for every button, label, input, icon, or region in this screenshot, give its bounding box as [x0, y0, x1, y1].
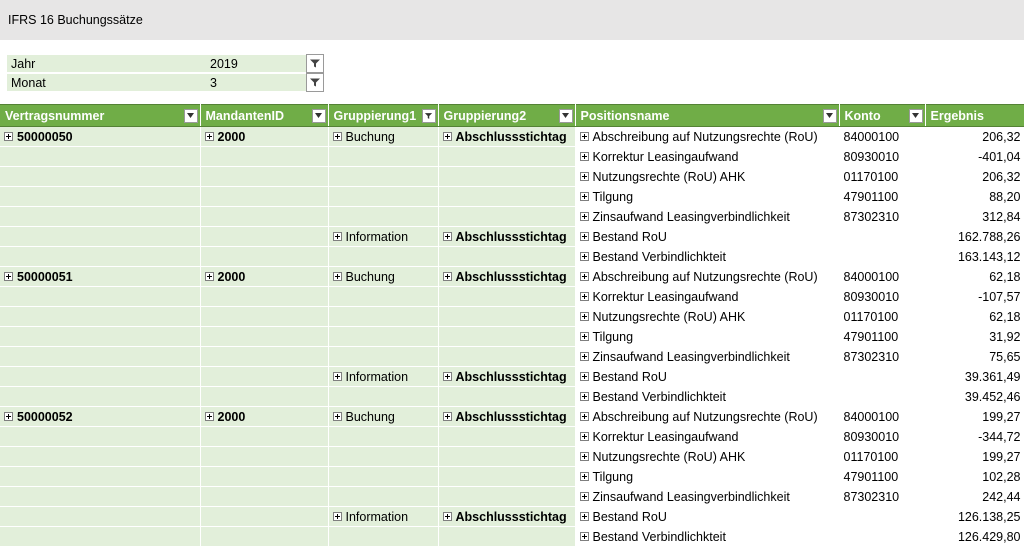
cell-gruppierung2	[438, 267, 575, 287]
cell-vertragsnummer	[0, 147, 200, 167]
cell-mandantenid	[200, 307, 328, 327]
cell-vertragsnummer	[0, 467, 200, 487]
expand-collapse-icon[interactable]	[580, 512, 589, 521]
cell-mandantenid	[200, 347, 328, 367]
cell-gruppierung1	[328, 307, 438, 327]
cell-positionsname-label: Korrektur Leasingaufwand	[592, 289, 739, 304]
expand-collapse-icon[interactable]	[443, 272, 452, 281]
cell-gruppierung1	[328, 527, 438, 547]
cell-gruppierung2-label: Abschlussstichtag	[455, 129, 567, 144]
table-row	[0, 427, 1024, 447]
cell-gruppierung2-label: Abschlussstichtag	[455, 509, 567, 524]
column-filter-gruppierung1[interactable]	[422, 109, 436, 123]
cell-positionsname	[575, 327, 839, 347]
expand-collapse-icon[interactable]	[580, 172, 589, 181]
expand-collapse-icon[interactable]	[443, 132, 452, 141]
cell-gruppierung2	[438, 487, 575, 507]
cell-gruppierung2	[438, 327, 575, 347]
cell-gruppierung2	[438, 287, 575, 307]
cell-positionsname	[575, 147, 839, 167]
filter-icon	[309, 58, 321, 69]
cell-positionsname	[575, 527, 839, 547]
cell-konto	[839, 247, 925, 267]
cell-gruppierung1	[328, 147, 438, 167]
cell-ergebnis: 199,27	[925, 407, 1024, 427]
expand-collapse-icon[interactable]	[443, 372, 452, 381]
cell-vertragsnummer	[0, 327, 200, 347]
cell-vertragsnummer	[0, 207, 200, 227]
expand-collapse-icon[interactable]	[580, 192, 589, 201]
cell-positionsname-label: Abschreibung auf Nutzungsrechte (RoU)	[592, 409, 818, 424]
cell-mandantenid	[200, 127, 328, 147]
column-filter-gruppierung2[interactable]	[559, 109, 573, 123]
cell-gruppierung2	[438, 227, 575, 247]
cell-mandantenid	[200, 427, 328, 447]
cell-mandantenid	[200, 527, 328, 547]
cell-ergebnis: 199,27	[925, 447, 1024, 467]
cell-positionsname	[575, 467, 839, 487]
cell-positionsname	[575, 227, 839, 247]
cell-vertragsnummer-label: 50000052	[17, 409, 73, 424]
cell-positionsname	[575, 307, 839, 327]
cell-gruppierung1-label: Information	[345, 509, 409, 524]
cell-ergebnis: 163.143,12	[925, 247, 1024, 267]
cell-ergebnis: 312,84	[925, 207, 1024, 227]
table-row	[0, 267, 1024, 287]
table-row	[0, 367, 1024, 387]
cell-gruppierung1	[328, 167, 438, 187]
cell-gruppierung1-label: Information	[345, 229, 409, 244]
cell-ergebnis: -344,72	[925, 427, 1024, 447]
cell-vertragsnummer	[0, 127, 200, 147]
cell-vertragsnummer	[0, 367, 200, 387]
expand-collapse-icon[interactable]	[580, 372, 589, 381]
window-title-bar	[0, 0, 1024, 40]
cell-gruppierung2	[438, 527, 575, 547]
table-row	[0, 207, 1024, 227]
filter-table-spacer	[0, 92, 1024, 104]
cell-vertragsnummer	[0, 407, 200, 427]
cell-ergebnis: 75,65	[925, 347, 1024, 367]
cell-positionsname	[575, 487, 839, 507]
table-row	[0, 447, 1024, 467]
cell-gruppierung2	[438, 307, 575, 327]
expand-collapse-icon[interactable]	[580, 232, 589, 241]
expand-collapse-icon[interactable]	[4, 412, 13, 421]
cell-gruppierung2	[438, 447, 575, 467]
column-filter-mandantenid[interactable]	[312, 109, 326, 123]
cell-positionsname	[575, 267, 839, 287]
cell-vertragsnummer	[0, 387, 200, 407]
cell-konto	[839, 507, 925, 527]
cell-positionsname-label: Bestand Verbindlichkteit	[592, 389, 726, 404]
cell-positionsname-label: Nutzungsrechte (RoU) AHK	[592, 309, 746, 324]
expand-collapse-icon[interactable]	[580, 132, 589, 141]
cell-gruppierung1-label: Buchung	[345, 409, 395, 424]
expand-collapse-icon[interactable]	[333, 272, 342, 281]
cell-vertragsnummer	[0, 227, 200, 247]
cell-gruppierung2	[438, 407, 575, 427]
cell-positionsname	[575, 427, 839, 447]
cell-gruppierung2-label: Abschlussstichtag	[455, 269, 567, 284]
cell-mandantenid	[200, 387, 328, 407]
cell-gruppierung1	[328, 187, 438, 207]
cell-positionsname-label: Bestand Verbindlichkteit	[592, 529, 726, 544]
cell-mandantenid	[200, 167, 328, 187]
cell-konto	[839, 387, 925, 407]
column-header-label: MandantenID	[205, 108, 284, 123]
cell-konto: 80930010	[839, 147, 925, 167]
column-header-konto	[839, 105, 925, 127]
cell-gruppierung2-label: Abschlussstichtag	[455, 409, 567, 424]
cell-gruppierung1	[328, 127, 438, 147]
table-row	[0, 167, 1024, 187]
cell-konto	[839, 227, 925, 247]
cell-ergebnis: 39.452,46	[925, 387, 1024, 407]
column-header-label: Vertragsnummer	[5, 108, 105, 123]
cell-konto: 87302310	[839, 487, 925, 507]
cell-konto: 47901100	[839, 187, 925, 207]
column-header-positionsname	[575, 105, 839, 127]
cell-gruppierung2-label: Abschlussstichtag	[455, 369, 567, 384]
cell-konto: 47901100	[839, 467, 925, 487]
cell-konto: 01170100	[839, 447, 925, 467]
cell-mandantenid	[200, 247, 328, 267]
cell-gruppierung1	[328, 387, 438, 407]
column-filter-konto[interactable]	[909, 109, 923, 123]
cell-mandantenid	[200, 367, 328, 387]
column-header-label: Gruppierung1	[333, 108, 417, 123]
column-header-gruppierung1	[328, 105, 438, 127]
cell-positionsname-label: Bestand RoU	[592, 369, 667, 384]
table-row	[0, 347, 1024, 367]
cell-positionsname	[575, 247, 839, 267]
column-header-mandantenid	[200, 105, 328, 127]
filter-label-monat: Monat	[6, 73, 206, 92]
column-header-label: Konto	[844, 108, 881, 123]
cell-ergebnis: 31,92	[925, 327, 1024, 347]
cell-mandantenid	[200, 327, 328, 347]
filter-icon	[424, 112, 433, 120]
cell-mandantenid	[200, 267, 328, 287]
table-row	[0, 527, 1024, 547]
expand-collapse-icon[interactable]	[205, 272, 214, 281]
cell-gruppierung2	[438, 167, 575, 187]
cell-vertragsnummer	[0, 247, 200, 267]
cell-positionsname-label: Tilgung	[592, 189, 634, 204]
cell-gruppierung1	[328, 367, 438, 387]
cell-konto: 47901100	[839, 327, 925, 347]
cell-positionsname-label: Abschreibung auf Nutzungsrechte (RoU)	[592, 269, 818, 284]
cell-ergebnis: -401,04	[925, 147, 1024, 167]
cell-gruppierung2	[438, 247, 575, 267]
cell-konto	[839, 367, 925, 387]
cell-mandantenid	[200, 227, 328, 247]
table-body	[0, 127, 1024, 547]
expand-collapse-icon[interactable]	[580, 392, 589, 401]
cell-mandantenid	[200, 287, 328, 307]
cell-ergebnis: 162.788,26	[925, 227, 1024, 247]
expand-collapse-icon[interactable]	[333, 232, 342, 241]
cell-ergebnis: 102,28	[925, 467, 1024, 487]
filter-row-monat	[6, 73, 326, 92]
table-row	[0, 487, 1024, 507]
column-header-label: Ergebnis	[930, 108, 984, 123]
cell-gruppierung1	[328, 487, 438, 507]
expand-collapse-icon[interactable]	[4, 132, 13, 141]
cell-gruppierung2	[438, 347, 575, 367]
column-filter-positionsname[interactable]	[823, 109, 837, 123]
cell-gruppierung1-label: Buchung	[345, 129, 395, 144]
cell-gruppierung2	[438, 207, 575, 227]
cell-positionsname	[575, 407, 839, 427]
cell-positionsname-label: Zinsaufwand Leasingverbindlichkeit	[592, 209, 790, 224]
cell-positionsname	[575, 167, 839, 187]
filter-panel	[6, 54, 326, 92]
filter-row-jahr	[6, 54, 326, 73]
table-row	[0, 307, 1024, 327]
cell-positionsname-label: Korrektur Leasingaufwand	[592, 429, 739, 444]
cell-konto: 84000100	[839, 407, 925, 427]
expand-collapse-icon[interactable]	[443, 412, 452, 421]
expand-collapse-icon[interactable]	[333, 132, 342, 141]
cell-konto: 01170100	[839, 307, 925, 327]
filter-value-jahr: 2019	[206, 54, 306, 73]
expand-collapse-icon[interactable]	[580, 332, 589, 341]
cell-konto: 80930010	[839, 427, 925, 447]
cell-gruppierung1	[328, 347, 438, 367]
cell-gruppierung2	[438, 467, 575, 487]
table-row	[0, 247, 1024, 267]
cell-vertragsnummer	[0, 487, 200, 507]
cell-positionsname	[575, 387, 839, 407]
cell-gruppierung2	[438, 127, 575, 147]
cell-gruppierung1	[328, 467, 438, 487]
cell-mandantenid-label: 2000	[217, 129, 246, 144]
expand-collapse-icon[interactable]	[580, 292, 589, 301]
cell-ergebnis: 126.138,25	[925, 507, 1024, 527]
cell-konto: 87302310	[839, 347, 925, 367]
cell-gruppierung1	[328, 287, 438, 307]
cell-positionsname-label: Tilgung	[592, 469, 634, 484]
cell-gruppierung1	[328, 447, 438, 467]
table-row	[0, 327, 1024, 347]
cell-gruppierung2	[438, 507, 575, 527]
filter-dropdown-monat[interactable]	[306, 73, 324, 92]
table-row	[0, 187, 1024, 207]
cell-gruppierung2-label: Abschlussstichtag	[455, 229, 567, 244]
expand-collapse-icon[interactable]	[580, 352, 589, 361]
cell-ergebnis: 88,20	[925, 187, 1024, 207]
table-row	[0, 387, 1024, 407]
cell-konto: 01170100	[839, 167, 925, 187]
table-row	[0, 467, 1024, 487]
cell-ergebnis: 242,44	[925, 487, 1024, 507]
cell-positionsname-label: Zinsaufwand Leasingverbindlichkeit	[592, 489, 790, 504]
expand-collapse-icon[interactable]	[333, 372, 342, 381]
chevron-down-icon	[562, 113, 569, 118]
expand-collapse-icon[interactable]	[580, 472, 589, 481]
expand-collapse-icon[interactable]	[333, 412, 342, 421]
cell-mandantenid	[200, 207, 328, 227]
expand-collapse-icon[interactable]	[205, 132, 214, 141]
table-row	[0, 127, 1024, 147]
cell-vertragsnummer	[0, 507, 200, 527]
cell-ergebnis: 206,32	[925, 167, 1024, 187]
cell-vertragsnummer-label: 50000051	[17, 269, 73, 284]
chevron-down-icon	[826, 113, 833, 118]
cell-mandantenid-label: 2000	[217, 409, 246, 424]
column-filter-vertragsnummer[interactable]	[184, 109, 198, 123]
expand-collapse-icon[interactable]	[333, 512, 342, 521]
cell-gruppierung1	[328, 507, 438, 527]
cell-ergebnis: 126.429,80	[925, 527, 1024, 547]
cell-ergebnis: 62,18	[925, 307, 1024, 327]
cell-positionsname	[575, 347, 839, 367]
chevron-down-icon	[315, 113, 322, 118]
cell-vertragsnummer	[0, 347, 200, 367]
expand-collapse-icon[interactable]	[580, 212, 589, 221]
cell-gruppierung2	[438, 387, 575, 407]
column-header-ergebnis	[925, 105, 1024, 127]
expand-collapse-icon[interactable]	[443, 232, 452, 241]
expand-collapse-icon[interactable]	[443, 512, 452, 521]
cell-positionsname-label: Bestand RoU	[592, 509, 667, 524]
cell-mandantenid	[200, 187, 328, 207]
cell-mandantenid	[200, 147, 328, 167]
cell-vertragsnummer	[0, 307, 200, 327]
cell-positionsname	[575, 127, 839, 147]
cell-mandantenid-label: 2000	[217, 269, 246, 284]
expand-collapse-icon[interactable]	[580, 152, 589, 161]
cell-mandantenid	[200, 447, 328, 467]
cell-mandantenid	[200, 507, 328, 527]
cell-positionsname	[575, 187, 839, 207]
column-header-label: Positionsname	[580, 108, 670, 123]
cell-vertragsnummer	[0, 167, 200, 187]
expand-collapse-icon[interactable]	[580, 252, 589, 261]
cell-gruppierung1-label: Information	[345, 369, 409, 384]
expand-collapse-icon[interactable]	[4, 272, 13, 281]
title-spacer	[0, 40, 1024, 54]
cell-positionsname-label: Bestand Verbindlichkteit	[592, 249, 726, 264]
filter-icon	[309, 77, 321, 88]
cell-ergebnis: 206,32	[925, 127, 1024, 147]
cell-vertragsnummer	[0, 527, 200, 547]
cell-positionsname-label: Abschreibung auf Nutzungsrechte (RoU)	[592, 129, 818, 144]
cell-gruppierung1	[328, 267, 438, 287]
cell-positionsname	[575, 287, 839, 307]
expand-collapse-icon[interactable]	[580, 272, 589, 281]
cell-positionsname	[575, 507, 839, 527]
cell-positionsname-label: Tilgung	[592, 329, 634, 344]
column-header-label: Gruppierung2	[443, 108, 527, 123]
cell-gruppierung1-label: Buchung	[345, 269, 395, 284]
cell-positionsname-label: Nutzungsrechte (RoU) AHK	[592, 449, 746, 464]
cell-positionsname-label: Zinsaufwand Leasingverbindlichkeit	[592, 349, 790, 364]
cell-ergebnis: -107,57	[925, 287, 1024, 307]
expand-collapse-icon[interactable]	[580, 492, 589, 501]
cell-ergebnis: 62,18	[925, 267, 1024, 287]
table-row	[0, 287, 1024, 307]
chevron-down-icon	[912, 113, 919, 118]
cell-mandantenid	[200, 487, 328, 507]
expand-collapse-icon[interactable]	[580, 312, 589, 321]
page-title: IFRS 16 Buchungssätze	[8, 13, 143, 27]
cell-gruppierung1	[328, 427, 438, 447]
table-row	[0, 227, 1024, 247]
cell-gruppierung1	[328, 327, 438, 347]
cell-mandantenid	[200, 407, 328, 427]
cell-mandantenid	[200, 467, 328, 487]
cell-konto: 87302310	[839, 207, 925, 227]
cell-vertragsnummer-label: 50000050	[17, 129, 73, 144]
cell-vertragsnummer	[0, 267, 200, 287]
cell-gruppierung2	[438, 427, 575, 447]
cell-konto: 80930010	[839, 287, 925, 307]
filter-dropdown-jahr[interactable]	[306, 54, 324, 73]
filter-value-monat: 3	[206, 73, 306, 92]
expand-collapse-icon[interactable]	[580, 452, 589, 461]
cell-positionsname	[575, 207, 839, 227]
cell-gruppierung2	[438, 367, 575, 387]
table-row	[0, 147, 1024, 167]
pivot-table	[0, 104, 1024, 547]
filter-label-jahr: Jahr	[6, 54, 206, 73]
cell-ergebnis: 39.361,49	[925, 367, 1024, 387]
cell-gruppierung2	[438, 187, 575, 207]
cell-gruppierung2	[438, 147, 575, 167]
cell-gruppierung1	[328, 247, 438, 267]
cell-konto: 84000100	[839, 267, 925, 287]
expand-collapse-icon[interactable]	[580, 432, 589, 441]
cell-positionsname-label: Korrektur Leasingaufwand	[592, 149, 739, 164]
table-row	[0, 507, 1024, 527]
cell-positionsname	[575, 447, 839, 467]
cell-gruppierung1	[328, 207, 438, 227]
expand-collapse-icon[interactable]	[580, 532, 589, 541]
cell-positionsname-label: Nutzungsrechte (RoU) AHK	[592, 169, 746, 184]
cell-vertragsnummer	[0, 447, 200, 467]
cell-vertragsnummer	[0, 287, 200, 307]
cell-vertragsnummer	[0, 187, 200, 207]
cell-positionsname	[575, 367, 839, 387]
cell-gruppierung1	[328, 227, 438, 247]
cell-positionsname-label: Bestand RoU	[592, 229, 667, 244]
expand-collapse-icon[interactable]	[205, 412, 214, 421]
cell-vertragsnummer	[0, 427, 200, 447]
column-header-vertragsnummer	[0, 105, 200, 127]
chevron-down-icon	[187, 113, 194, 118]
expand-collapse-icon[interactable]	[580, 412, 589, 421]
table-row	[0, 407, 1024, 427]
cell-konto: 84000100	[839, 127, 925, 147]
column-header-gruppierung2	[438, 105, 575, 127]
cell-konto	[839, 527, 925, 547]
table-header-row	[0, 105, 1024, 127]
cell-gruppierung1	[328, 407, 438, 427]
